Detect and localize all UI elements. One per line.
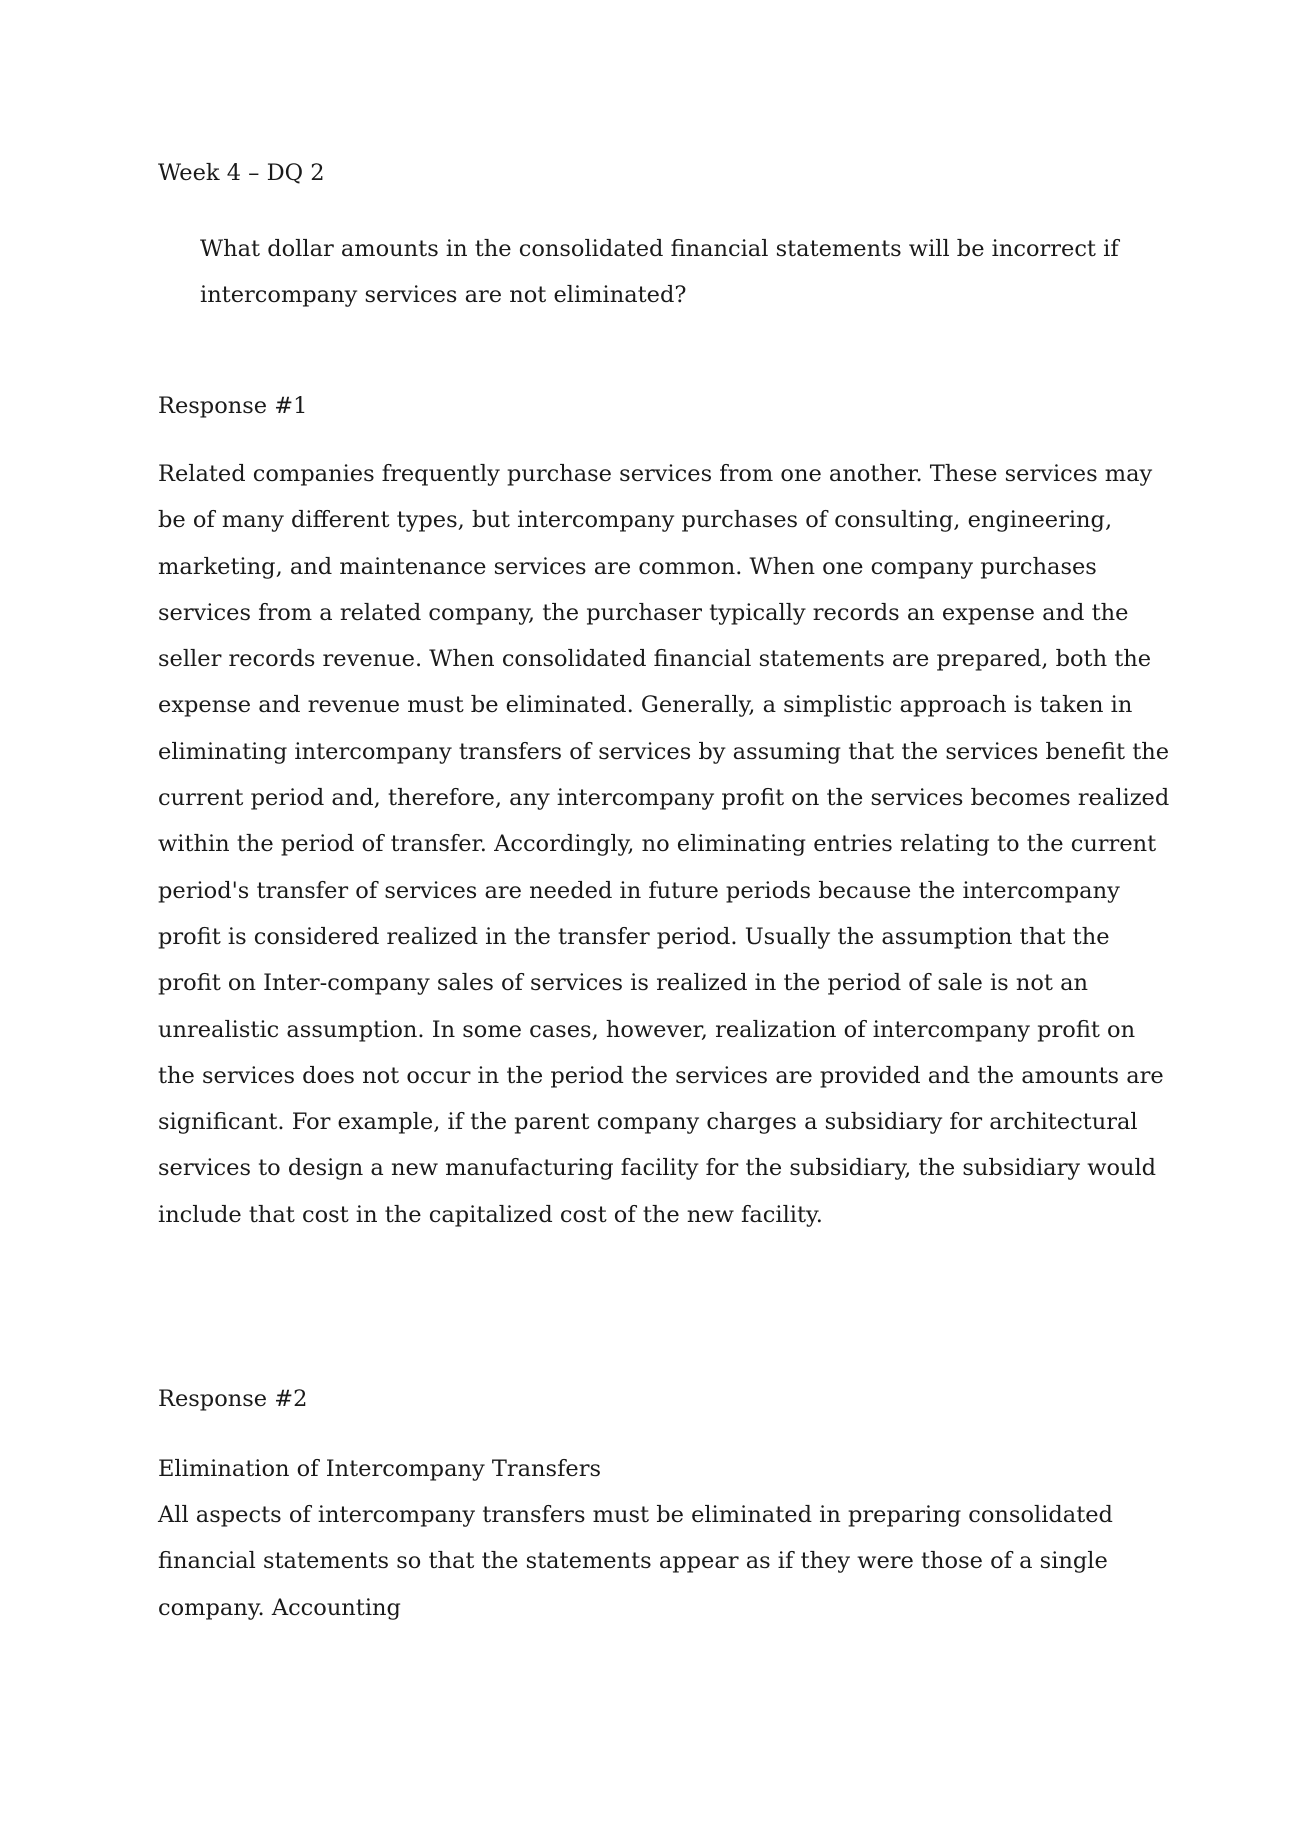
paragraph-line: within the period of transfer. Accordingly, no eliminating entries relating to the current <box>158 831 1157 858</box>
paragraph-line: services to design a new manufacturing facility for the subsidiary, the subsidiary would <box>158 1155 1157 1182</box>
paragraph-line: profit is considered realized in the transfer period. Usually the assumption that the <box>158 923 1110 950</box>
question-text <box>200 226 1160 319</box>
question-line: intercompany services are not eliminated? <box>200 282 687 309</box>
response2-body <box>158 1492 1158 1631</box>
paragraph-line: significant. For example, if the parent company charges a subsidiary for architectural <box>158 1109 1138 1136</box>
paragraph-line: eliminating intercompany transfers of services by assuming that the services benefit the <box>158 738 1170 765</box>
paragraph-line: seller records revenue. When consolidated financial statements are prepared, both the <box>158 646 1152 673</box>
question-line: What dollar amounts in the consolidated financial statements will be incorrect if <box>200 236 1119 262</box>
paragraph-line: be of many different types, but intercompany purchases of consulting, engineering, <box>158 507 1113 534</box>
paragraph-line: the services does not occur in the period the services are provided and the amounts are <box>158 1062 1164 1089</box>
paragraph-line: period's transfer of services are needed in future periods because the intercompany <box>158 877 1120 904</box>
response2-subheading: Elimination of Intercompany Transfers <box>158 1456 602 1482</box>
paragraph-line: expense and revenue must be eliminated. Generally, a simplistic approach is taken in <box>158 692 1133 719</box>
paragraph-line: services from a related company, the purchaser typically records an expense and the <box>158 599 1129 626</box>
paragraph-line: unrealistic assumption. In some cases, however, realization of intercompany profit on <box>158 1016 1136 1043</box>
paragraph-line: All aspects of intercompany transfers must be eliminated in preparing consolidated <box>158 1502 1113 1528</box>
response1-body <box>158 451 1170 1238</box>
paragraph-line: current period and, therefore, any intercompany profit on the services becomes realized <box>158 785 1170 812</box>
response2-heading: Response #2 <box>158 1386 308 1412</box>
document-title: Week 4 – DQ 2 <box>158 160 325 186</box>
paragraph-line: include that cost in the capitalized cost of the new facility. <box>158 1201 823 1228</box>
paragraph-line: company. Accounting <box>158 1594 401 1621</box>
paragraph-line: financial statements so that the statements appear as if they were those of a single <box>158 1548 1108 1575</box>
paragraph-line: marketing, and maintenance services are common. When one company purchases <box>158 553 1097 580</box>
paragraph-line: Related companies frequently purchase services from one another. These services may <box>158 461 1153 487</box>
paragraph-line: profit on Inter-company sales of services is realized in the period of sale is not an <box>158 970 1088 997</box>
response1-heading: Response #1 <box>158 393 308 419</box>
